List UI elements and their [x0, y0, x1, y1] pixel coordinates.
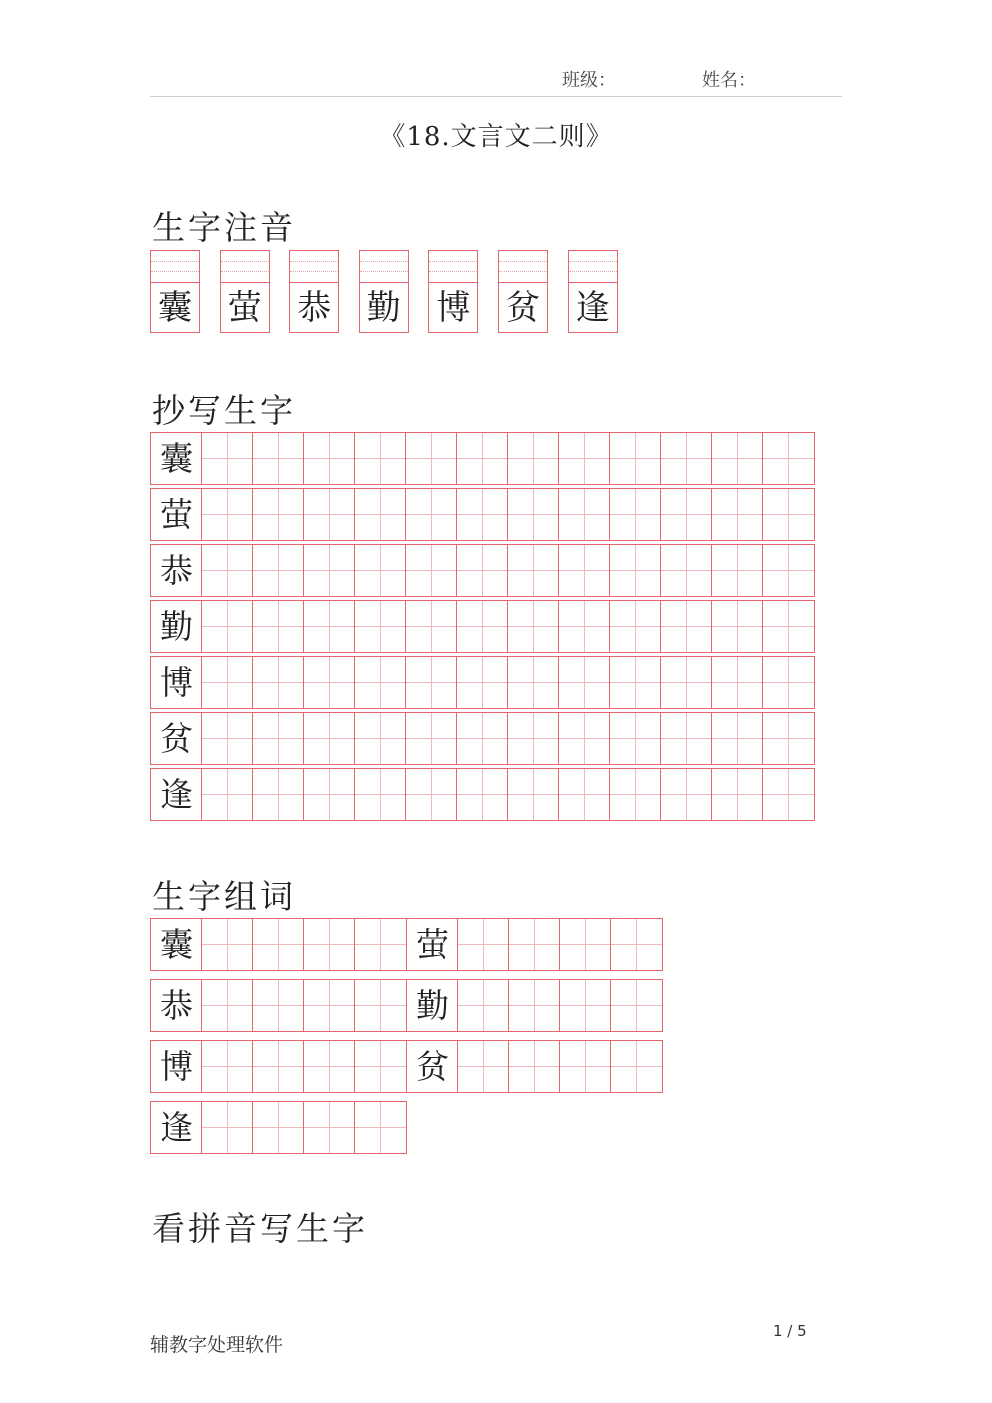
pinyin-guide-line	[151, 261, 199, 262]
section-words-heading: 生字组词	[152, 877, 296, 916]
pinyin-guide-line	[569, 271, 617, 272]
copy-row	[150, 544, 815, 597]
grid-cell-character	[151, 1102, 202, 1153]
grid-cell-character	[151, 545, 202, 596]
grid-cell-empty[interactable]	[355, 1041, 406, 1092]
word-row	[406, 1040, 663, 1093]
grid-cell-empty[interactable]	[253, 433, 304, 484]
grid-cell-empty[interactable]	[202, 601, 253, 652]
grid-cell-empty[interactable]	[611, 919, 662, 970]
pinyin-guide-line	[569, 261, 617, 262]
grid-cell-empty[interactable]	[355, 601, 406, 652]
word-row	[150, 1040, 407, 1093]
grid-cell-empty[interactable]	[661, 657, 712, 708]
grid-cell-empty[interactable]	[202, 919, 253, 970]
grid-cell-empty[interactable]	[406, 713, 457, 764]
grid-cell-empty[interactable]	[458, 980, 509, 1031]
grid-cell-empty[interactable]	[304, 1102, 355, 1153]
class-label: 班级：	[562, 70, 616, 91]
grid-cell-character	[151, 980, 202, 1031]
grid-cell-empty[interactable]	[202, 980, 253, 1031]
copy-row	[150, 600, 815, 653]
character-text: 逢	[160, 1108, 193, 1147]
grid-cell-empty[interactable]	[712, 433, 763, 484]
copy-row	[150, 488, 815, 541]
grid-cell-empty[interactable]	[661, 713, 712, 764]
grid-cell-empty[interactable]	[202, 1102, 253, 1153]
grid-cell-empty[interactable]	[457, 545, 508, 596]
grid-cell-empty[interactable]	[304, 980, 355, 1031]
grid-cell-empty[interactable]	[406, 657, 457, 708]
grid-cell-empty[interactable]	[508, 489, 559, 540]
grid-cell-empty[interactable]	[763, 545, 814, 596]
pinyin-guide-line	[221, 271, 269, 272]
grid-cell-empty[interactable]	[202, 433, 253, 484]
character-text: 勤	[416, 986, 449, 1025]
character-text: 囊	[160, 925, 193, 964]
grid-cell-empty[interactable]	[763, 433, 814, 484]
grid-cell-empty[interactable]	[304, 545, 355, 596]
grid-cell-empty[interactable]	[763, 489, 814, 540]
grid-cell-character	[151, 601, 202, 652]
grid-cell-empty[interactable]	[304, 1041, 355, 1092]
grid-cell-empty[interactable]	[508, 657, 559, 708]
character-text: 贫	[416, 1047, 449, 1086]
pinyin-box-character: 博	[436, 288, 471, 328]
grid-cell-empty[interactable]	[355, 433, 406, 484]
grid-cell-empty[interactable]	[712, 601, 763, 652]
pinyin-guide-line	[290, 261, 338, 262]
grid-cell-empty[interactable]	[560, 919, 611, 970]
grid-cell-empty[interactable]	[508, 601, 559, 652]
pinyin-box-character: 贫	[506, 288, 540, 328]
grid-cell-empty[interactable]	[559, 601, 610, 652]
grid-cell-empty[interactable]	[457, 713, 508, 764]
grid-cell-empty[interactable]	[355, 769, 406, 820]
grid-cell-empty[interactable]	[661, 489, 712, 540]
grid-cell-empty[interactable]	[560, 1041, 611, 1092]
word-row	[406, 979, 663, 1032]
pinyin-box[interactable]	[428, 250, 478, 333]
grid-cell-empty[interactable]	[304, 433, 355, 484]
word-row	[150, 1101, 407, 1154]
grid-cell-empty[interactable]	[559, 489, 610, 540]
grid-cell-empty[interactable]	[253, 713, 304, 764]
pinyin-box[interactable]	[289, 250, 339, 333]
grid-cell-empty[interactable]	[712, 545, 763, 596]
grid-cell-empty[interactable]	[610, 769, 661, 820]
grid-cell-empty[interactable]	[406, 489, 457, 540]
pinyin-guide-line	[499, 271, 547, 272]
pinyin-box-character: 囊	[158, 288, 192, 328]
grid-cell-empty[interactable]	[304, 713, 355, 764]
header-divider	[150, 96, 842, 97]
pinyin-guide-line	[221, 261, 269, 262]
pinyin-guide-line	[290, 271, 338, 272]
word-row	[150, 918, 407, 971]
grid-cell-empty[interactable]	[458, 919, 509, 970]
grid-cell-empty[interactable]	[202, 489, 253, 540]
grid-cell-empty[interactable]	[712, 657, 763, 708]
grid-cell-empty[interactable]	[253, 545, 304, 596]
grid-cell-empty[interactable]	[509, 980, 560, 1031]
pinyin-guide-line	[151, 271, 199, 272]
name-label: 姓名：	[702, 70, 756, 91]
footer-software: 辅教字处理软件	[150, 1334, 284, 1356]
grid-cell-empty[interactable]	[611, 1041, 662, 1092]
grid-cell-empty[interactable]	[304, 657, 355, 708]
character-text: 博	[160, 1047, 193, 1086]
grid-cell-empty[interactable]	[611, 980, 662, 1031]
grid-cell-empty[interactable]	[508, 713, 559, 764]
grid-cell-empty[interactable]	[559, 433, 610, 484]
section-write-heading: 看拼音写生字	[152, 1209, 368, 1248]
copy-row	[150, 432, 815, 485]
section-copy-heading: 抄写生字	[152, 391, 296, 430]
grid-cell-empty[interactable]	[610, 433, 661, 484]
grid-cell-empty[interactable]	[559, 713, 610, 764]
grid-cell-character	[407, 1041, 458, 1092]
grid-cell-empty[interactable]	[202, 657, 253, 708]
grid-cell-empty[interactable]	[661, 433, 712, 484]
grid-cell-empty[interactable]	[202, 769, 253, 820]
grid-cell-empty[interactable]	[406, 601, 457, 652]
character-text: 逢	[160, 775, 193, 814]
grid-cell-character	[151, 919, 202, 970]
grid-cell-empty[interactable]	[355, 489, 406, 540]
grid-cell-empty[interactable]	[457, 657, 508, 708]
grid-cell-empty[interactable]	[559, 769, 610, 820]
grid-cell-empty[interactable]	[253, 980, 304, 1031]
word-row	[150, 979, 407, 1032]
grid-cell-empty[interactable]	[304, 919, 355, 970]
character-text: 囊	[160, 439, 193, 478]
word-row	[406, 918, 663, 971]
grid-cell-character	[151, 769, 202, 820]
grid-cell-empty[interactable]	[304, 489, 355, 540]
grid-cell-character	[407, 919, 458, 970]
character-text: 萤	[160, 495, 193, 534]
grid-cell-empty[interactable]	[763, 769, 814, 820]
pinyin-box[interactable]	[568, 250, 618, 333]
grid-cell-empty[interactable]	[610, 545, 661, 596]
grid-cell-empty[interactable]	[712, 713, 763, 764]
copy-row	[150, 712, 815, 765]
section-pinyin-heading: 生字注音	[152, 208, 296, 247]
pinyin-guide-line	[360, 261, 408, 262]
grid-cell-character	[407, 980, 458, 1031]
character-text: 博	[160, 663, 193, 702]
grid-cell-empty[interactable]	[458, 1041, 509, 1092]
pinyin-box[interactable]	[220, 250, 270, 333]
pinyin-guide-line	[429, 261, 477, 262]
grid-cell-empty[interactable]	[355, 919, 406, 970]
character-text: 萤	[416, 925, 449, 964]
grid-cell-character	[151, 1041, 202, 1092]
grid-cell-empty[interactable]	[406, 545, 457, 596]
grid-cell-empty[interactable]	[253, 657, 304, 708]
grid-cell-empty[interactable]	[661, 769, 712, 820]
grid-cell-empty[interactable]	[355, 545, 406, 596]
grid-cell-empty[interactable]	[763, 713, 814, 764]
pinyin-box[interactable]	[359, 250, 409, 333]
grid-cell-empty[interactable]	[253, 1041, 304, 1092]
grid-cell-empty[interactable]	[253, 601, 304, 652]
grid-cell-empty[interactable]	[712, 489, 763, 540]
grid-cell-empty[interactable]	[253, 1102, 304, 1153]
grid-cell-empty[interactable]	[457, 433, 508, 484]
pinyin-box-character: 逢	[575, 288, 610, 328]
pinyin-box-character: 勤	[366, 288, 401, 328]
pinyin-guide-line	[360, 271, 408, 272]
grid-cell-character	[151, 433, 202, 484]
pinyin-box-character: 萤	[227, 288, 262, 328]
grid-cell-empty[interactable]	[202, 713, 253, 764]
grid-cell-empty[interactable]	[509, 1041, 560, 1092]
grid-cell-empty[interactable]	[560, 980, 611, 1031]
pinyin-guide-line	[429, 271, 477, 272]
grid-cell-empty[interactable]	[355, 1102, 406, 1153]
copy-row	[150, 768, 815, 821]
pinyin-box-character: 恭	[297, 288, 332, 328]
grid-cell-empty[interactable]	[304, 769, 355, 820]
grid-cell-empty[interactable]	[559, 545, 610, 596]
grid-cell-empty[interactable]	[355, 657, 406, 708]
grid-cell-empty[interactable]	[355, 980, 406, 1031]
pinyin-guide-line	[499, 261, 547, 262]
grid-cell-empty[interactable]	[508, 433, 559, 484]
grid-cell-empty[interactable]	[457, 489, 508, 540]
character-text: 勤	[160, 607, 193, 646]
grid-cell-empty[interactable]	[610, 657, 661, 708]
grid-cell-empty[interactable]	[763, 657, 814, 708]
grid-cell-empty[interactable]	[763, 601, 814, 652]
grid-cell-empty[interactable]	[406, 769, 457, 820]
grid-cell-empty[interactable]	[661, 545, 712, 596]
character-text: 恭	[160, 551, 193, 590]
grid-cell-empty[interactable]	[712, 769, 763, 820]
grid-cell-empty[interactable]	[457, 601, 508, 652]
grid-cell-empty[interactable]	[253, 769, 304, 820]
grid-cell-empty[interactable]	[508, 545, 559, 596]
grid-cell-empty[interactable]	[610, 489, 661, 540]
grid-cell-empty[interactable]	[509, 919, 560, 970]
grid-cell-empty[interactable]	[508, 769, 559, 820]
grid-cell-empty[interactable]	[355, 713, 406, 764]
grid-cell-empty[interactable]	[610, 601, 661, 652]
pinyin-box[interactable]	[150, 250, 200, 333]
copy-row	[150, 656, 815, 709]
page-title: 《18.文言文二则》	[379, 122, 613, 152]
grid-cell-empty[interactable]	[304, 601, 355, 652]
grid-cell-empty[interactable]	[457, 769, 508, 820]
grid-cell-empty[interactable]	[202, 545, 253, 596]
grid-cell-character	[151, 713, 202, 764]
grid-cell-empty[interactable]	[253, 489, 304, 540]
character-text: 恭	[160, 986, 193, 1025]
grid-cell-empty[interactable]	[661, 601, 712, 652]
grid-cell-empty[interactable]	[253, 919, 304, 970]
grid-cell-empty[interactable]	[406, 433, 457, 484]
grid-cell-empty[interactable]	[610, 713, 661, 764]
pinyin-box[interactable]	[498, 250, 548, 333]
grid-cell-empty[interactable]	[559, 657, 610, 708]
character-text: 贫	[160, 719, 193, 758]
page-number: 1 / 5	[773, 1322, 807, 1340]
grid-cell-empty[interactable]	[202, 1041, 253, 1092]
grid-cell-character	[151, 657, 202, 708]
grid-cell-character	[151, 489, 202, 540]
